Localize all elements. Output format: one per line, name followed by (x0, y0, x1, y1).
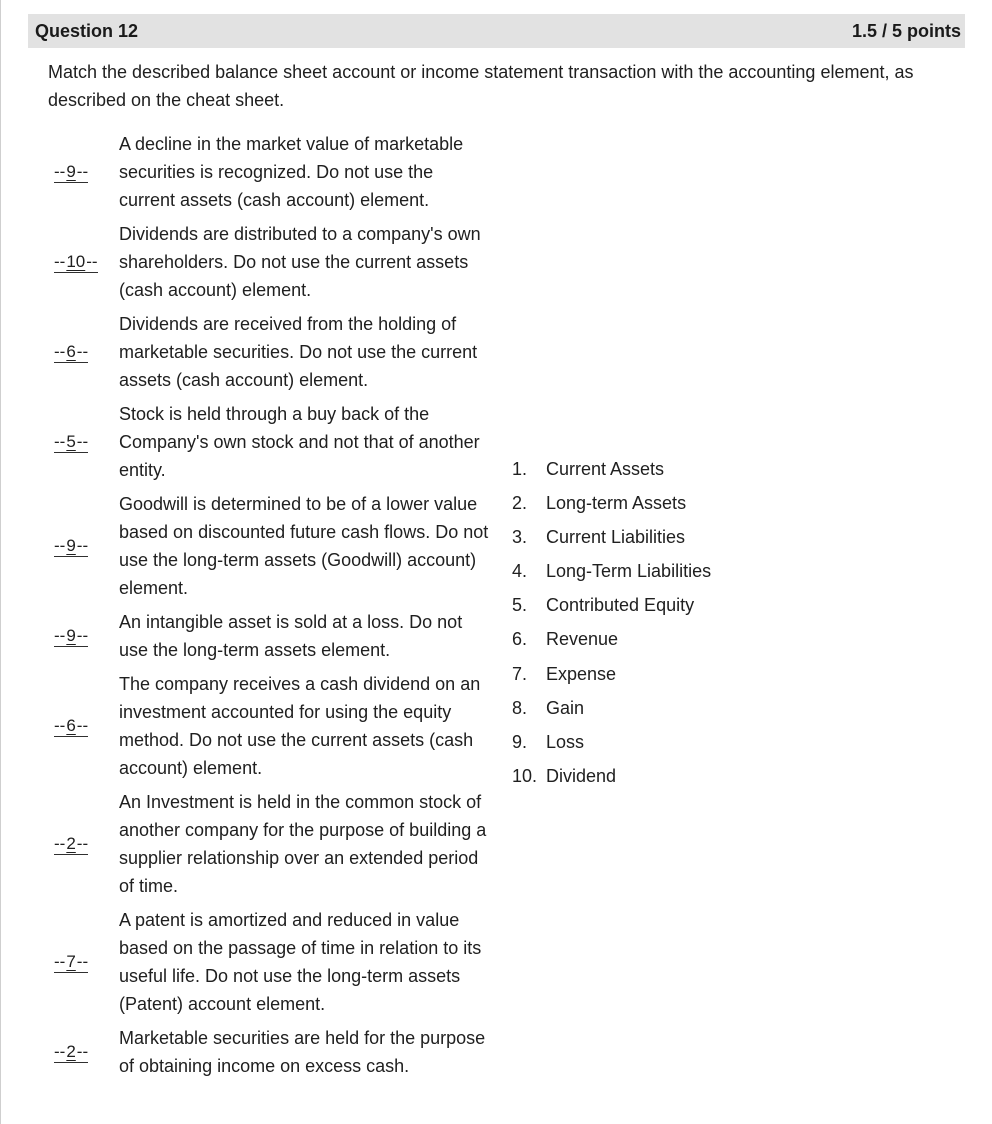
matching-item (54, 310, 504, 394)
option-number: 9. (512, 731, 528, 752)
matching-item (54, 130, 504, 214)
item-description: The company receives a cash dividend on an investment accounted for using the equity method. Do not use the current assets (cash account) element. (119, 674, 481, 778)
option-number: 3. (512, 527, 528, 548)
answer-field[interactable]: --6-- (54, 341, 89, 361)
option-number: 10. (512, 765, 538, 786)
option-label: Loss (546, 731, 585, 752)
option-label: Contributed Equity (546, 595, 695, 616)
option-item (512, 588, 711, 622)
item-description: An intangible asset is sold at a loss. Do not use the long-term assets element. (119, 612, 463, 660)
item-description: A patent is amortized and reduced in value based on the passage of time in relation to its useful life. Do not use the long-term assets (Patent) account element. (119, 910, 482, 1014)
answer-value: 2 (66, 1041, 76, 1061)
question-title: Question 12 (35, 21, 139, 41)
matching-item (54, 906, 504, 1018)
question-header (28, 14, 965, 48)
matching-item (54, 608, 504, 664)
option-item (512, 759, 711, 793)
answer-value: 2 (66, 833, 76, 853)
answer-field[interactable]: --9-- (54, 161, 89, 181)
option-number: 6. (512, 629, 528, 650)
question-points: 1.5 / 5 points (851, 21, 961, 41)
matching-item (54, 788, 504, 900)
item-description: An Investment is held in the common stock of another company for the purpose of building a supplier relationship over an extended period of time. (119, 792, 487, 896)
answer-field[interactable]: --9-- (54, 535, 89, 555)
option-item (512, 452, 711, 486)
option-label: Expense (546, 663, 617, 684)
option-item (512, 622, 711, 656)
matching-items (54, 130, 504, 1086)
matching-item (54, 490, 504, 602)
option-label: Current Liabilities (546, 527, 686, 548)
item-description: Dividends are received from the holding of marketable securities. Do not use the current assets (cash account) element. (119, 314, 478, 390)
answer-field[interactable]: --2-- (54, 1041, 89, 1061)
matching-item (54, 220, 504, 304)
option-number: 1. (512, 459, 528, 479)
answer-value: 10 (66, 251, 86, 271)
question-prompt: Match the described balance sheet account or income statement transaction with the accounting element, as described on the cheat sheet. (48, 62, 914, 110)
option-label: Current Assets (546, 459, 665, 479)
item-description: Stock is held through a buy back of the Company's own stock and not that of another entity. (119, 404, 480, 480)
option-item (512, 554, 711, 588)
option-number: 2. (512, 493, 528, 514)
option-item (512, 486, 711, 520)
item-description: Marketable securities are held for the purpose of obtaining income on excess cash. (119, 1028, 486, 1076)
option-number: 8. (512, 697, 528, 718)
item-description: A decline in the market value of marketable securities is recognized. Do not use the current assets (cash account) element. (119, 134, 464, 210)
element-options-list (512, 452, 711, 793)
option-number: 7. (512, 663, 528, 684)
answer-field[interactable]: --6-- (54, 715, 89, 735)
item-description: Dividends are distributed to a company's own shareholders. Do not use the current assets (cash account) element. (119, 224, 481, 300)
matching-item (54, 1024, 504, 1080)
option-item (512, 725, 711, 759)
answer-value: 7 (66, 951, 76, 971)
answer-value: 6 (66, 715, 76, 735)
option-number: 4. (512, 561, 528, 582)
answer-value: 9 (66, 535, 76, 555)
option-item (512, 657, 711, 691)
answer-field[interactable]: --9-- (54, 625, 89, 645)
answer-value: 9 (66, 625, 76, 645)
answer-value: 9 (66, 161, 76, 181)
matching-item (54, 400, 504, 484)
page-edge (0, 0, 1, 1124)
option-item (512, 520, 711, 554)
option-label: Gain (546, 697, 585, 718)
option-label: Dividend (546, 765, 617, 786)
answer-value: 6 (66, 341, 76, 361)
option-label: Long-term Assets (546, 493, 687, 514)
answer-field[interactable]: --7-- (54, 951, 89, 971)
answer-value: 5 (66, 431, 76, 451)
answer-field[interactable]: --10-- (54, 251, 98, 271)
option-label: Revenue (546, 629, 619, 650)
answer-field[interactable]: --2-- (54, 833, 89, 853)
option-number: 5. (512, 595, 528, 616)
answer-field[interactable]: --5-- (54, 431, 89, 451)
option-item (512, 691, 711, 725)
item-description: Goodwill is determined to be of a lower value based on discounted future cash flows. Do not use the long-term assets (Goodwill) account) element. (119, 494, 489, 598)
option-label: Long-Term Liabilities (546, 561, 712, 582)
matching-item (54, 670, 504, 782)
